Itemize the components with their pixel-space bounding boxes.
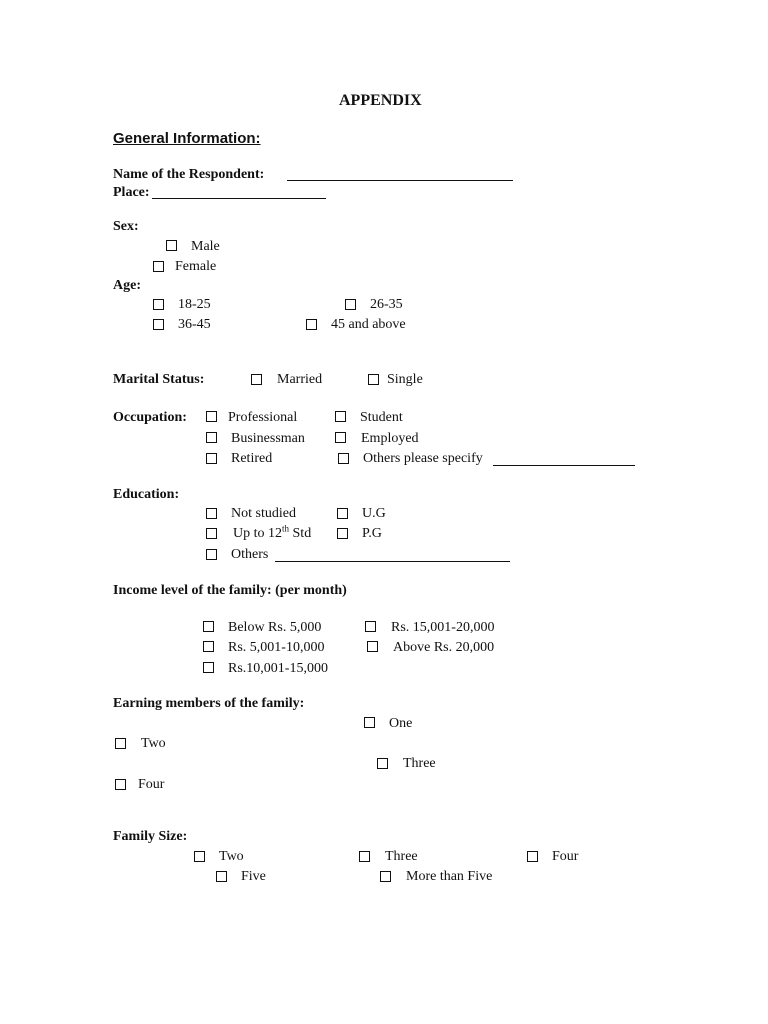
age-36-45-checkbox[interactable] bbox=[153, 319, 164, 330]
businessman-label: Businessman bbox=[231, 431, 305, 446]
not-studied-checkbox[interactable] bbox=[206, 508, 217, 519]
page-title: APPENDIX bbox=[339, 92, 422, 109]
others-education-field[interactable] bbox=[275, 561, 510, 562]
family-size-label: Family Size: bbox=[113, 829, 188, 844]
ug-checkbox[interactable] bbox=[337, 508, 348, 519]
pg-checkbox[interactable] bbox=[337, 528, 348, 539]
std-text: Std bbox=[289, 526, 312, 541]
age-36-45-label: 36-45 bbox=[178, 317, 211, 332]
earning-one-checkbox[interactable] bbox=[364, 717, 375, 728]
family-more-than-five-label: More than Five bbox=[406, 869, 493, 884]
occupation-label: Occupation: bbox=[113, 410, 187, 425]
pg-label: P.G bbox=[362, 526, 382, 541]
married-checkbox[interactable] bbox=[251, 374, 262, 385]
family-three-checkbox[interactable] bbox=[359, 851, 370, 862]
age-26-35-checkbox[interactable] bbox=[345, 299, 356, 310]
not-studied-label: Not studied bbox=[231, 506, 296, 521]
businessman-checkbox[interactable] bbox=[206, 432, 217, 443]
respondent-name-field[interactable] bbox=[287, 180, 513, 181]
female-option-label: Female bbox=[175, 259, 217, 274]
others-education-label: Others bbox=[231, 547, 269, 562]
income-10001-15000-label: Rs.10,001-15,000 bbox=[228, 661, 328, 676]
age-label: Age: bbox=[113, 278, 141, 293]
family-four-checkbox[interactable] bbox=[527, 851, 538, 862]
male-option-label: Male bbox=[191, 239, 220, 254]
earning-four-label: Four bbox=[138, 777, 165, 792]
retired-checkbox[interactable] bbox=[206, 453, 217, 464]
age-45-above-label: 45 and above bbox=[331, 317, 406, 332]
male-checkbox[interactable] bbox=[166, 240, 177, 251]
earning-three-checkbox[interactable] bbox=[377, 758, 388, 769]
marital-status-label: Marital Status: bbox=[113, 372, 205, 387]
family-four-label: Four bbox=[552, 849, 579, 864]
education-label: Education: bbox=[113, 487, 180, 502]
place-field[interactable] bbox=[152, 198, 326, 199]
female-checkbox[interactable] bbox=[153, 261, 164, 272]
age-45-above-checkbox[interactable] bbox=[306, 319, 317, 330]
family-more-than-five-checkbox[interactable] bbox=[380, 871, 391, 882]
up-to-12th-text: Up to 12 bbox=[233, 526, 282, 541]
sex-label: Sex: bbox=[113, 219, 139, 234]
earning-one-label: One bbox=[389, 716, 413, 731]
income-above-20000-label: Above Rs. 20,000 bbox=[393, 640, 495, 655]
respondent-name-label: Name of the Respondent: bbox=[113, 167, 265, 182]
income-5001-10000-label: Rs. 5,001-10,000 bbox=[228, 640, 325, 655]
student-label: Student bbox=[360, 410, 403, 425]
income-10001-15000-checkbox[interactable] bbox=[203, 662, 214, 673]
family-two-checkbox[interactable] bbox=[194, 851, 205, 862]
others-occupation-label: Others please specify bbox=[363, 451, 483, 466]
earning-four-checkbox[interactable] bbox=[115, 779, 126, 790]
earning-members-label: Earning members of the family: bbox=[113, 696, 305, 711]
income-15001-20000-checkbox[interactable] bbox=[365, 621, 376, 632]
general-information-heading: General Information: bbox=[113, 130, 261, 147]
earning-two-checkbox[interactable] bbox=[115, 738, 126, 749]
single-label: Single bbox=[387, 372, 423, 387]
income-5001-10000-checkbox[interactable] bbox=[203, 641, 214, 652]
income-below-5000-label: Below Rs. 5,000 bbox=[228, 620, 322, 635]
age-18-25-checkbox[interactable] bbox=[153, 299, 164, 310]
income-level-label: Income level of the family: (per month) bbox=[113, 583, 347, 598]
family-five-checkbox[interactable] bbox=[216, 871, 227, 882]
income-15001-20000-label: Rs. 15,001-20,000 bbox=[391, 620, 495, 635]
family-three-label: Three bbox=[385, 849, 418, 864]
age-18-25-label: 18-25 bbox=[178, 297, 211, 312]
earning-two-label: Two bbox=[141, 736, 166, 751]
retired-label: Retired bbox=[231, 451, 273, 466]
student-checkbox[interactable] bbox=[335, 411, 346, 422]
up-to-12th-label bbox=[233, 525, 311, 542]
employed-checkbox[interactable] bbox=[335, 432, 346, 443]
others-occupation-checkbox[interactable] bbox=[338, 453, 349, 464]
employed-label: Employed bbox=[361, 431, 419, 446]
ordinal-suffix: th bbox=[282, 523, 290, 534]
place-label: Place: bbox=[113, 185, 150, 200]
others-education-checkbox[interactable] bbox=[206, 549, 217, 560]
ug-label: U.G bbox=[362, 506, 386, 521]
professional-checkbox[interactable] bbox=[206, 411, 217, 422]
up-to-12th-checkbox[interactable] bbox=[206, 528, 217, 539]
earning-three-label: Three bbox=[403, 756, 436, 771]
married-label: Married bbox=[277, 372, 323, 387]
family-five-label: Five bbox=[241, 869, 266, 884]
others-occupation-field[interactable] bbox=[493, 465, 635, 466]
income-below-5000-checkbox[interactable] bbox=[203, 621, 214, 632]
professional-label: Professional bbox=[228, 410, 298, 425]
family-two-label: Two bbox=[219, 849, 244, 864]
income-above-20000-checkbox[interactable] bbox=[367, 641, 378, 652]
age-26-35-label: 26-35 bbox=[370, 297, 403, 312]
single-checkbox[interactable] bbox=[368, 374, 379, 385]
